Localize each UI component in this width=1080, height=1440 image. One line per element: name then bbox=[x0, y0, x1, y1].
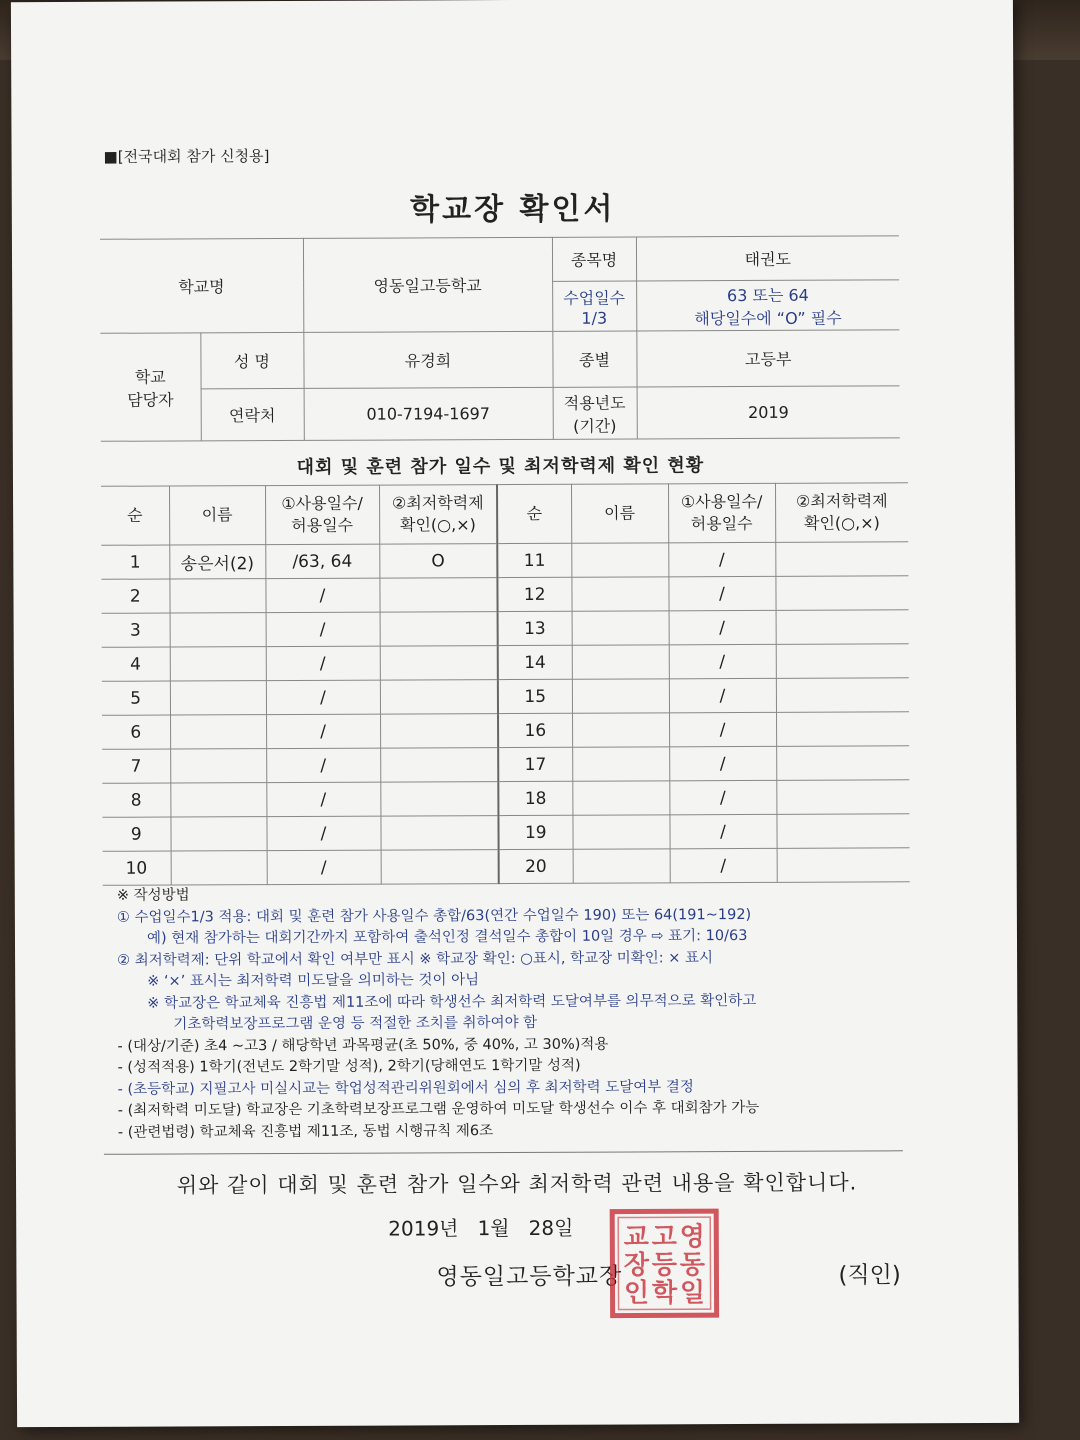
year-label: 적용년도 (기간) bbox=[553, 387, 637, 439]
note-line: ※ ‘×’ 표시는 최저학력 미도달을 의미하는 것이 아님 bbox=[147, 972, 480, 990]
col-name-header: 이름 bbox=[169, 486, 265, 545]
student-name bbox=[170, 681, 266, 715]
days-used: / bbox=[669, 678, 776, 712]
name-label: 성 명 bbox=[200, 332, 303, 388]
note-line: - (대상/기준) 초4 ~고3 / 해당학년 과목평균(초 50%, 중 40%, 고 30%)적용 bbox=[117, 1036, 609, 1055]
student-name bbox=[571, 543, 668, 577]
notes-heading: ※ 작성방법 bbox=[116, 887, 190, 904]
academic-check bbox=[380, 816, 498, 851]
student-name bbox=[170, 613, 266, 647]
row-number: 2 bbox=[101, 579, 169, 613]
school-days-value: 63 또는 64 해당일수에 “O” 필수 bbox=[636, 280, 899, 331]
seal-char: 고 bbox=[651, 1222, 677, 1253]
table-row bbox=[102, 678, 909, 716]
confirmation-statement: 위와 같이 대회 및 훈련 참가 일수와 최저학력 관련 내용을 확인합니다. bbox=[176, 1170, 858, 1198]
student-name bbox=[170, 647, 266, 681]
days-used: / bbox=[669, 780, 776, 814]
student-name bbox=[170, 715, 266, 749]
note-line: ② 최저학력제: 단위 학교에서 확인 여부만 표시 ※ 학교장 확인: ○표시, 학교장 미확인: × 표시 bbox=[117, 949, 714, 969]
note-line: - (최저학력 미도달) 학교장은 기초학력보장프로그램 운영하여 미도달 학생선수 이수 후 대회참가 가능 bbox=[117, 1099, 760, 1119]
days-used: /63, 64 bbox=[265, 544, 379, 578]
form-type-tag: ■[전국대회 참가 신청용] bbox=[103, 147, 270, 166]
academic-check bbox=[380, 748, 498, 783]
contact-label: 연락처 bbox=[201, 388, 304, 440]
days-used: / bbox=[266, 748, 380, 782]
row-number: 17 bbox=[498, 747, 572, 781]
student-name bbox=[572, 679, 669, 713]
student-name bbox=[170, 783, 266, 817]
student-name bbox=[572, 747, 669, 781]
days-used: / bbox=[266, 816, 380, 850]
academic-check bbox=[775, 542, 908, 577]
student-name bbox=[572, 815, 669, 849]
col-academic-header: ②최저학력제 확인(○,×) bbox=[379, 485, 497, 545]
row-number: 18 bbox=[498, 781, 572, 815]
academic-check bbox=[775, 576, 908, 611]
principal-signature-line: 영동일고등학교장 bbox=[436, 1263, 623, 1291]
row-number: 19 bbox=[498, 815, 572, 849]
academic-check bbox=[776, 780, 909, 815]
academic-check: O bbox=[379, 544, 497, 579]
col-no-header: 순 bbox=[101, 486, 169, 545]
section-title: 대회 및 훈련 참가 일수 및 최저학력제 확인 현황 bbox=[296, 455, 705, 478]
school-days-label: 수업일수 1/3 bbox=[552, 281, 636, 331]
category-label: 종별 bbox=[552, 331, 636, 387]
academic-check bbox=[776, 644, 909, 679]
name-value: 유경희 bbox=[303, 331, 552, 388]
seal-char: 학 bbox=[651, 1278, 678, 1309]
document-paper bbox=[11, 0, 1019, 1427]
col-name-header: 이름 bbox=[571, 484, 668, 543]
academic-check bbox=[380, 782, 498, 817]
seal-char: 영 bbox=[679, 1222, 705, 1253]
writing-instructions bbox=[117, 882, 918, 1143]
note-line: - (초등학교) 지필고사 미실시교는 학업성적관리위원회에서 심의 후 최저학력 도달여부 결정 bbox=[117, 1078, 694, 1098]
student-name bbox=[169, 579, 265, 613]
student-name bbox=[571, 577, 668, 611]
col-no-header: 순 bbox=[497, 484, 571, 543]
student-name bbox=[572, 645, 669, 679]
col-days-header: ①사용일수/ 허용일수 bbox=[668, 483, 775, 542]
academic-check bbox=[380, 714, 498, 749]
row-number: 15 bbox=[498, 679, 572, 713]
row-number: 3 bbox=[102, 613, 170, 647]
table-row bbox=[102, 610, 909, 648]
table-row bbox=[101, 576, 908, 614]
days-used: / bbox=[668, 542, 775, 576]
row-number: 9 bbox=[102, 817, 170, 851]
contact-value: 010-7194-1697 bbox=[304, 387, 553, 440]
row-number: 14 bbox=[498, 645, 572, 679]
table-row bbox=[102, 780, 909, 818]
student-name bbox=[572, 611, 669, 645]
seal-char: 일 bbox=[679, 1278, 706, 1309]
days-used: / bbox=[266, 714, 380, 748]
row-number: 16 bbox=[498, 713, 572, 747]
row-number: 6 bbox=[102, 715, 170, 749]
school-label: 학교명 bbox=[100, 238, 303, 333]
student-name bbox=[572, 713, 669, 747]
academic-check bbox=[776, 678, 909, 713]
seal-char: 교 bbox=[623, 1222, 649, 1253]
student-name: 송은서(2) bbox=[169, 545, 265, 579]
academic-check bbox=[776, 712, 909, 747]
row-number: 1 bbox=[101, 545, 169, 579]
header-info-table bbox=[100, 235, 900, 441]
row-number: 5 bbox=[102, 681, 170, 715]
row-number: 4 bbox=[102, 647, 170, 681]
days-used: / bbox=[669, 644, 776, 678]
note-line: 예) 현재 참가하는 대회기간까지 포함하여 출석인정 결석일수 총합이 10일 경우 ⇨ 표기: 10/63 bbox=[146, 927, 748, 947]
note-line: - (관련법령) 학교체육 진흥법 제11조, 동법 시행규칙 제6조 bbox=[117, 1122, 494, 1141]
days-used: / bbox=[267, 850, 381, 884]
days-used: / bbox=[669, 746, 776, 780]
days-used: / bbox=[669, 814, 776, 848]
school-value: 영동일고등학교 bbox=[303, 237, 552, 332]
days-used: / bbox=[668, 576, 775, 610]
academic-check bbox=[776, 610, 909, 645]
academic-check bbox=[380, 612, 498, 647]
note-line: - (성적적용) 1학기(전년도 2학기말 성적), 2학기(당해연도 1학기말 성적) bbox=[117, 1057, 581, 1076]
academic-check bbox=[381, 850, 499, 885]
days-used: / bbox=[266, 782, 380, 816]
academic-check bbox=[777, 848, 910, 883]
row-number: 10 bbox=[103, 851, 171, 885]
days-used: / bbox=[669, 712, 776, 746]
table-row bbox=[102, 712, 909, 750]
days-used: / bbox=[266, 646, 380, 680]
official-seal-label: (직인) bbox=[838, 1262, 901, 1289]
academic-check bbox=[776, 746, 909, 781]
student-name bbox=[170, 817, 266, 851]
table-row bbox=[101, 542, 908, 580]
participation-table bbox=[101, 482, 910, 886]
student-name bbox=[572, 781, 669, 815]
note-line: ① 수업일수1/3 적용: 대회 및 훈련 참가 사용일수 총합/63(연간 수업일수 190) 또는 64(191~192) bbox=[116, 906, 752, 926]
days-used: / bbox=[670, 848, 777, 882]
academic-check bbox=[379, 578, 497, 613]
year-value: 2019 bbox=[637, 386, 900, 439]
seal-char: 장 bbox=[623, 1250, 650, 1281]
category-value: 고등부 bbox=[636, 330, 899, 387]
col-academic-header: ②최저학력제 확인(○,×) bbox=[775, 483, 908, 543]
academic-check bbox=[776, 814, 909, 849]
official-seal-stamp bbox=[608, 1207, 720, 1319]
days-used: / bbox=[669, 610, 776, 644]
manager-label: 학교 담당자 bbox=[100, 333, 200, 441]
event-value: 태권도 bbox=[636, 236, 899, 281]
event-label: 종목명 bbox=[552, 237, 636, 281]
days-used: / bbox=[266, 612, 380, 646]
table-row bbox=[102, 644, 909, 682]
student-name bbox=[573, 849, 670, 883]
note-line: ※ 학교장은 학교체육 진흥법 제11조에 따라 학생선수 최저학력 도달여부를 의무적으로 확인하고 bbox=[147, 992, 757, 1012]
academic-check bbox=[380, 680, 498, 715]
seal-char: 인 bbox=[623, 1278, 650, 1309]
days-used: / bbox=[266, 680, 380, 714]
signing-date: 2019년 1월 28일 bbox=[388, 1215, 574, 1241]
student-name bbox=[171, 851, 267, 885]
row-number: 12 bbox=[497, 577, 571, 611]
days-used: / bbox=[265, 578, 379, 612]
document-title: 학교장 확인서 bbox=[410, 191, 616, 228]
note-line: 기초학력보장프로그램 운영 등 적절한 조치를 취하여야 함 bbox=[173, 1014, 538, 1033]
row-number: 11 bbox=[497, 543, 571, 577]
row-number: 8 bbox=[102, 783, 170, 817]
row-number: 13 bbox=[498, 611, 572, 645]
seal-char: 동 bbox=[679, 1250, 706, 1281]
table-header-row bbox=[101, 483, 908, 546]
row-number: 7 bbox=[102, 749, 170, 783]
table-row bbox=[102, 746, 909, 784]
seal-char: 등 bbox=[651, 1250, 678, 1281]
table-row bbox=[102, 814, 909, 852]
row-number: 20 bbox=[499, 849, 573, 883]
student-name bbox=[170, 749, 266, 783]
col-days-header: ①사용일수/ 허용일수 bbox=[265, 485, 379, 544]
academic-check bbox=[380, 646, 498, 681]
